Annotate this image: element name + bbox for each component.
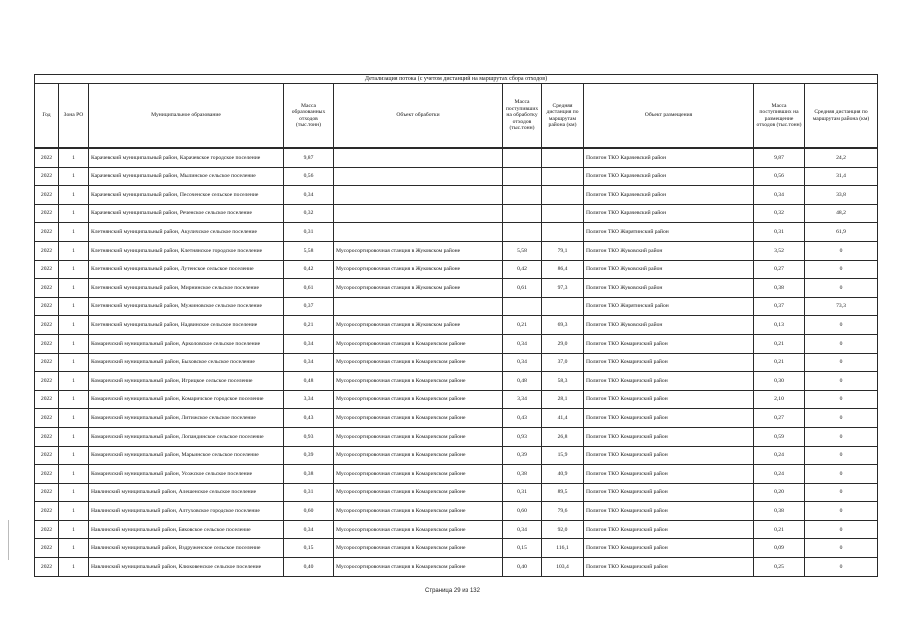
cell-processing-mass: 0,42: [503, 260, 542, 279]
header-waste-mass: Масса образованных отходов (тыс.тонн): [284, 84, 334, 149]
cell-placement-object: Полигон ТКО Жуковский район: [584, 279, 754, 298]
cell-waste-mass: 0,93: [284, 427, 334, 446]
cell-zone: 1: [59, 167, 89, 186]
cell-municipality: Комаричский муниципальный район, Комаричское городское поселение: [89, 390, 284, 409]
cell-processing-object: Мусоросортировочная станция в Комаричском районе: [334, 558, 503, 577]
cell-placement-mass: 0,13: [754, 316, 805, 335]
cell-processing-mass: 0,48: [503, 372, 542, 391]
cell-placement-mass: 0,59: [754, 427, 805, 446]
table-row: [35, 427, 878, 446]
cell-zone: 1: [59, 279, 89, 298]
cell-year: 2022: [35, 483, 59, 502]
header-year: Год: [35, 84, 59, 149]
cell-zone: 1: [59, 260, 89, 279]
cell-municipality: Навлинский муниципальный район, Вздруженское сельское поселение: [89, 539, 284, 558]
cell-processing-object: Мусоросортировочная станция в Комаричском районе: [334, 353, 503, 372]
cell-avg-distance-placement: 0: [805, 390, 878, 409]
cell-zone: 1: [59, 558, 89, 577]
cell-avg-distance-processing: 58,3: [542, 372, 584, 391]
cell-processing-object: Мусоросортировочная станция в Комаричском районе: [334, 465, 503, 484]
cell-processing-mass: [503, 223, 542, 242]
cell-placement-object: Полигон ТКО Комаричский район: [584, 427, 754, 446]
cell-placement-mass: 0,32: [754, 204, 805, 223]
cell-waste-mass: 0,39: [284, 446, 334, 465]
header-placement-object: Объект размещения: [584, 84, 754, 149]
cell-avg-distance-processing: 37,0: [542, 353, 584, 372]
cell-year: 2022: [35, 204, 59, 223]
cell-processing-mass: [503, 297, 542, 316]
cell-municipality: Комаричский муниципальный район, Марьинское сельское поселение: [89, 446, 284, 465]
cell-waste-mass: 0,43: [284, 409, 334, 428]
cell-avg-distance-processing: 26,8: [542, 427, 584, 446]
cell-zone: 1: [59, 372, 89, 391]
cell-avg-distance-placement: 0: [805, 241, 878, 260]
cell-year: 2022: [35, 260, 59, 279]
cell-placement-mass: 0,38: [754, 502, 805, 521]
cell-municipality: Комаричский муниципальный район, Арколовское сельское поселение: [89, 334, 284, 353]
cell-avg-distance-placement: 0: [805, 409, 878, 428]
header-placement-mass: Масса поступивших на размещение отходов (тыс.тонн): [754, 84, 805, 149]
cell-zone: 1: [59, 186, 89, 205]
cell-avg-distance-processing: [542, 186, 584, 205]
cell-zone: 1: [59, 465, 89, 484]
cell-placement-mass: 9,87: [754, 148, 805, 167]
page-number: Страница 29 из 132: [425, 588, 480, 594]
cell-placement-object: Полигон ТКО Комаричский район: [584, 446, 754, 465]
cell-municipality: Навлинский муниципальный район, Алтуховское городское поселение: [89, 502, 284, 521]
cell-zone: 1: [59, 223, 89, 242]
table-row: [35, 539, 878, 558]
cell-placement-object: Полигон ТКО Жирятинский район: [584, 223, 754, 242]
cell-processing-mass: 0,93: [503, 427, 542, 446]
cell-year: 2022: [35, 446, 59, 465]
cell-zone: 1: [59, 520, 89, 539]
table-row: [35, 241, 878, 260]
cell-placement-mass: 0,38: [754, 279, 805, 298]
cell-placement-object: Полигон ТКО Жирятинский район: [584, 297, 754, 316]
cell-waste-mass: 0,48: [284, 372, 334, 391]
table-row: [35, 316, 878, 335]
table-header-row: [35, 84, 878, 149]
header-avg-distance-processing: Средняя дистанция по маршрутам района (км): [542, 84, 584, 149]
cell-waste-mass: 0,15: [284, 539, 334, 558]
cell-placement-object: Полигон ТКО Комаричский район: [584, 520, 754, 539]
cell-processing-mass: [503, 204, 542, 223]
cell-processing-object: Мусоросортировочная станция в Комаричском районе: [334, 502, 503, 521]
cell-waste-mass: 0,31: [284, 483, 334, 502]
cell-placement-object: Полигон ТКО Комаричский район: [584, 465, 754, 484]
cell-placement-mass: 0,09: [754, 539, 805, 558]
cell-placement-mass: 0,30: [754, 372, 805, 391]
table-row: [35, 372, 878, 391]
cell-waste-mass: 0,40: [284, 558, 334, 577]
cell-municipality: Карачевский муниципальный район, Песоченское сельское поселение: [89, 186, 284, 205]
cell-municipality: Комаричский муниципальный район, Быховское сельское поселение: [89, 353, 284, 372]
cell-avg-distance-processing: 40,9: [542, 465, 584, 484]
cell-avg-distance-placement: 61,9: [805, 223, 878, 242]
cell-placement-object: Полигон ТКО Карачевский район: [584, 167, 754, 186]
table-row: [35, 502, 878, 521]
cell-placement-object: Полигон ТКО Комаричский район: [584, 539, 754, 558]
cell-placement-mass: 0,37: [754, 297, 805, 316]
cell-municipality: Клетнянский муниципальный район, Акуличское сельское поселение: [89, 223, 284, 242]
cell-processing-object: Мусоросортировочная станция в Комаричском районе: [334, 446, 503, 465]
header-zone: Зона РО: [59, 84, 89, 149]
waste-flow-table: [34, 74, 878, 577]
cell-municipality: Комаричский муниципальный район, Усожское сельское поселение: [89, 465, 284, 484]
cell-processing-object: Мусоросортировочная станция в Жуковском районе: [334, 279, 503, 298]
cell-avg-distance-placement: 0: [805, 334, 878, 353]
cell-municipality: Клетнянский муниципальный район, Мирнинское сельское поселение: [89, 279, 284, 298]
cell-year: 2022: [35, 241, 59, 260]
cell-placement-mass: 0,25: [754, 558, 805, 577]
cell-placement-mass: 0,21: [754, 353, 805, 372]
scan-edge-mark: [8, 520, 9, 560]
cell-avg-distance-placement: 0: [805, 558, 878, 577]
cell-avg-distance-processing: 86,4: [542, 260, 584, 279]
cell-processing-mass: 0,34: [503, 334, 542, 353]
cell-processing-object: Мусоросортировочная станция в Комаричском районе: [334, 539, 503, 558]
cell-placement-mass: 0,24: [754, 446, 805, 465]
cell-avg-distance-processing: 29,0: [542, 334, 584, 353]
table-row: [35, 520, 878, 539]
cell-placement-object: Полигон ТКО Комаричский район: [584, 409, 754, 428]
cell-avg-distance-processing: [542, 297, 584, 316]
cell-avg-distance-placement: 0: [805, 520, 878, 539]
cell-avg-distance-processing: 92,0: [542, 520, 584, 539]
cell-placement-object: Полигон ТКО Комаричский район: [584, 483, 754, 502]
cell-avg-distance-placement: 31,4: [805, 167, 878, 186]
cell-year: 2022: [35, 167, 59, 186]
cell-processing-mass: 5,58: [503, 241, 542, 260]
cell-placement-object: Полигон ТКО Комаричский район: [584, 334, 754, 353]
cell-placement-mass: 0,20: [754, 483, 805, 502]
cell-avg-distance-placement: 0: [805, 260, 878, 279]
cell-year: 2022: [35, 279, 59, 298]
cell-year: 2022: [35, 427, 59, 446]
table-title-row: [35, 75, 878, 84]
cell-processing-object: [334, 204, 503, 223]
header-avg-distance-placement: Средняя дистанция по маршрутам района (км): [805, 84, 878, 149]
cell-processing-mass: 0,34: [503, 520, 542, 539]
cell-avg-distance-processing: [542, 204, 584, 223]
cell-placement-object: Полигон ТКО Комаричский район: [584, 558, 754, 577]
cell-zone: 1: [59, 334, 89, 353]
cell-placement-mass: 0,31: [754, 223, 805, 242]
cell-processing-mass: 0,34: [503, 353, 542, 372]
cell-avg-distance-placement: 48,2: [805, 204, 878, 223]
cell-placement-object: Полигон ТКО Жуковский район: [584, 260, 754, 279]
cell-year: 2022: [35, 334, 59, 353]
cell-processing-object: [334, 186, 503, 205]
cell-year: 2022: [35, 558, 59, 577]
cell-year: 2022: [35, 539, 59, 558]
cell-processing-object: [334, 167, 503, 186]
cell-year: 2022: [35, 390, 59, 409]
cell-year: 2022: [35, 148, 59, 167]
cell-placement-object: Полигон ТКО Жуковский район: [584, 316, 754, 335]
cell-processing-mass: 0,61: [503, 279, 542, 298]
cell-waste-mass: 0,32: [284, 204, 334, 223]
cell-municipality: Карачевский муниципальный район, Карачевское городское поселение: [89, 148, 284, 167]
cell-waste-mass: 0,60: [284, 502, 334, 521]
cell-placement-mass: 0,27: [754, 409, 805, 428]
cell-placement-object: Полигон ТКО Карачевский район: [584, 204, 754, 223]
cell-waste-mass: 3,34: [284, 390, 334, 409]
cell-avg-distance-placement: 0: [805, 502, 878, 521]
cell-processing-object: Мусоросортировочная станция в Комаричском районе: [334, 520, 503, 539]
cell-year: 2022: [35, 223, 59, 242]
cell-waste-mass: 0,34: [284, 353, 334, 372]
table-row: [35, 297, 878, 316]
cell-zone: 1: [59, 241, 89, 260]
cell-processing-mass: [503, 186, 542, 205]
cell-zone: 1: [59, 297, 89, 316]
cell-zone: 1: [59, 390, 89, 409]
cell-zone: 1: [59, 353, 89, 372]
cell-processing-object: Мусоросортировочная станция в Комаричском районе: [334, 409, 503, 428]
cell-zone: 1: [59, 427, 89, 446]
cell-placement-object: Полигон ТКО Жуковский район: [584, 241, 754, 260]
cell-waste-mass: 0,37: [284, 297, 334, 316]
table-row: [35, 409, 878, 428]
cell-processing-mass: 0,40: [503, 558, 542, 577]
cell-avg-distance-placement: 73,3: [805, 297, 878, 316]
cell-processing-object: [334, 297, 503, 316]
cell-placement-object: Полигон ТКО Карачевский район: [584, 186, 754, 205]
cell-municipality: Навлинский муниципальный район, Бяковское сельское поселение: [89, 520, 284, 539]
cell-waste-mass: 0,34: [284, 520, 334, 539]
table-row: [35, 186, 878, 205]
cell-processing-mass: 0,39: [503, 446, 542, 465]
cell-avg-distance-placement: 0: [805, 446, 878, 465]
cell-avg-distance-processing: [542, 223, 584, 242]
cell-avg-distance-processing: 103,4: [542, 558, 584, 577]
table-row: [35, 279, 878, 298]
cell-avg-distance-placement: 0: [805, 465, 878, 484]
table-row: [35, 390, 878, 409]
header-processing-object: Объект обработки: [334, 84, 503, 149]
table-row: [35, 334, 878, 353]
cell-zone: 1: [59, 539, 89, 558]
cell-avg-distance-placement: 0: [805, 539, 878, 558]
cell-processing-mass: 3,34: [503, 390, 542, 409]
cell-placement-mass: 0,21: [754, 334, 805, 353]
cell-waste-mass: 9,87: [284, 148, 334, 167]
cell-municipality: Комаричский муниципальный район, Игрицкое сельское поселение: [89, 372, 284, 391]
cell-year: 2022: [35, 316, 59, 335]
cell-waste-mass: 0,42: [284, 260, 334, 279]
table-row: [35, 465, 878, 484]
cell-municipality: Клетнянский муниципальный район, Лутенское сельское поселение: [89, 260, 284, 279]
cell-waste-mass: 5,58: [284, 241, 334, 260]
cell-processing-mass: 0,21: [503, 316, 542, 335]
cell-placement-mass: 2,10: [754, 390, 805, 409]
cell-waste-mass: 0,34: [284, 186, 334, 205]
cell-avg-distance-placement: 0: [805, 353, 878, 372]
cell-avg-distance-processing: 116,1: [542, 539, 584, 558]
table-row: [35, 223, 878, 242]
cell-zone: 1: [59, 409, 89, 428]
cell-placement-mass: 0,24: [754, 465, 805, 484]
cell-placement-mass: 0,56: [754, 167, 805, 186]
cell-avg-distance-placement: 0: [805, 316, 878, 335]
cell-avg-distance-placement: 0: [805, 372, 878, 391]
cell-processing-mass: [503, 148, 542, 167]
cell-placement-mass: 0,27: [754, 260, 805, 279]
cell-avg-distance-processing: 15,9: [542, 446, 584, 465]
cell-waste-mass: 0,21: [284, 316, 334, 335]
cell-zone: 1: [59, 483, 89, 502]
cell-processing-object: Мусоросортировочная станция в Жуковском районе: [334, 316, 503, 335]
cell-avg-distance-processing: 41,4: [542, 409, 584, 428]
cell-processing-object: Мусоросортировочная станция в Комаричском районе: [334, 372, 503, 391]
cell-zone: 1: [59, 446, 89, 465]
cell-placement-object: Полигон ТКО Комаричский район: [584, 502, 754, 521]
table-row: [35, 167, 878, 186]
cell-avg-distance-processing: 79,1: [542, 241, 584, 260]
cell-processing-object: Мусоросортировочная станция в Жуковском районе: [334, 260, 503, 279]
cell-processing-mass: 0,31: [503, 483, 542, 502]
cell-avg-distance-processing: 69,3: [542, 316, 584, 335]
cell-year: 2022: [35, 353, 59, 372]
cell-year: 2022: [35, 520, 59, 539]
cell-municipality: Клетнянский муниципальный район, Мужиновское сельское поселение: [89, 297, 284, 316]
table-title: Детализация потока (с учетом дистанций на маршрутах сбора отходов): [35, 75, 878, 84]
cell-avg-distance-processing: [542, 148, 584, 167]
cell-waste-mass: 0,61: [284, 279, 334, 298]
cell-placement-mass: 0,34: [754, 186, 805, 205]
cell-placement-mass: 0,21: [754, 520, 805, 539]
cell-avg-distance-processing: 97,3: [542, 279, 584, 298]
cell-avg-distance-placement: 0: [805, 279, 878, 298]
cell-placement-object: Полигон ТКО Комаричский район: [584, 353, 754, 372]
cell-processing-object: Мусоросортировочная станция в Комаричском районе: [334, 390, 503, 409]
cell-avg-distance-processing: 28,1: [542, 390, 584, 409]
cell-waste-mass: 0,34: [284, 334, 334, 353]
cell-avg-distance-processing: 79,6: [542, 502, 584, 521]
cell-year: 2022: [35, 409, 59, 428]
cell-avg-distance-placement: 0: [805, 427, 878, 446]
table-row: [35, 353, 878, 372]
cell-processing-mass: 0,60: [503, 502, 542, 521]
table-row: [35, 446, 878, 465]
cell-placement-object: Полигон ТКО Комаричский район: [584, 372, 754, 391]
cell-placement-object: Полигон ТКО Комаричский район: [584, 390, 754, 409]
cell-zone: 1: [59, 316, 89, 335]
cell-processing-mass: 0,38: [503, 465, 542, 484]
cell-avg-distance-processing: [542, 167, 584, 186]
cell-municipality: Клетнянский муниципальный район, Клетнянское городское поселение: [89, 241, 284, 260]
cell-processing-object: [334, 223, 503, 242]
cell-avg-distance-processing: 89,5: [542, 483, 584, 502]
cell-placement-mass: 3,52: [754, 241, 805, 260]
table-row: [35, 260, 878, 279]
cell-year: 2022: [35, 372, 59, 391]
cell-municipality: Комаричский муниципальный район, Лопандинское сельское поселение: [89, 427, 284, 446]
cell-avg-distance-placement: 24,2: [805, 148, 878, 167]
cell-zone: 1: [59, 502, 89, 521]
cell-municipality: Комаричский муниципальный район, Литижское сельское поселение: [89, 409, 284, 428]
header-municipality: Муниципальное образование: [89, 84, 284, 149]
cell-zone: 1: [59, 204, 89, 223]
cell-processing-object: [334, 148, 503, 167]
cell-waste-mass: 0,31: [284, 223, 334, 242]
cell-avg-distance-placement: 33,8: [805, 186, 878, 205]
cell-year: 2022: [35, 297, 59, 316]
cell-waste-mass: 0,56: [284, 167, 334, 186]
cell-processing-object: Мусоросортировочная станция в Комаричском районе: [334, 334, 503, 353]
cell-processing-object: Мусоросортировочная станция в Комаричском районе: [334, 483, 503, 502]
cell-municipality: Навлинский муниципальный район, Алешенское сельское поселение: [89, 483, 284, 502]
cell-year: 2022: [35, 465, 59, 484]
header-processing-mass: Масса поступивших на обработку отходов (тыс.тонн): [503, 84, 542, 149]
cell-year: 2022: [35, 186, 59, 205]
table-row: [35, 483, 878, 502]
cell-year: 2022: [35, 502, 59, 521]
cell-municipality: Карачевский муниципальный район, Мылинское сельское поселение: [89, 167, 284, 186]
cell-municipality: Клетнянский муниципальный район, Надвинское сельское поселение: [89, 316, 284, 335]
cell-municipality: Навлинский муниципальный район, Клюковенское сельское поселение: [89, 558, 284, 577]
table-row: [35, 558, 878, 577]
cell-municipality: Карачевский муниципальный район, Реченское сельское поселение: [89, 204, 284, 223]
cell-zone: 1: [59, 148, 89, 167]
table-row: [35, 204, 878, 223]
cell-processing-mass: 0,43: [503, 409, 542, 428]
cell-processing-object: Мусоросортировочная станция в Жуковском районе: [334, 241, 503, 260]
cell-processing-mass: 0,15: [503, 539, 542, 558]
table-row: [35, 148, 878, 167]
cell-processing-object: Мусоросортировочная станция в Комаричском районе: [334, 427, 503, 446]
cell-avg-distance-placement: 0: [805, 483, 878, 502]
cell-processing-mass: [503, 167, 542, 186]
cell-placement-object: Полигон ТКО Карачевский район: [584, 148, 754, 167]
cell-waste-mass: 0,38: [284, 465, 334, 484]
